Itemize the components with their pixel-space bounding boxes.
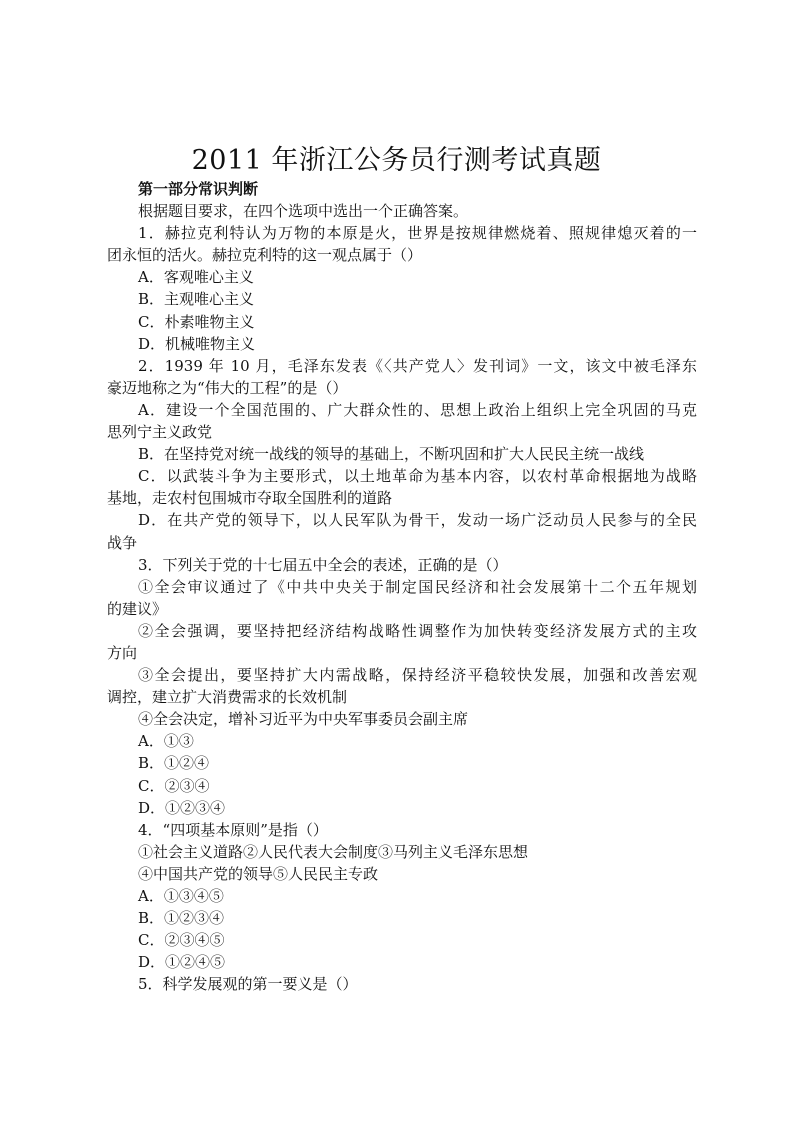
question-3-text: 3．下列关于党的十七届五中全会的表述，正确的是（） bbox=[138, 555, 508, 574]
section-heading: 第一部分常识判断 bbox=[138, 180, 259, 198]
q4-statements-2: ④中国共产党的领导⑤人民民主专政 bbox=[138, 864, 379, 883]
question-5-text: 5．科学发展观的第一要义是（） bbox=[138, 975, 358, 994]
q2-option-b: B．在坚持党对统一战线的领导的基础上，不断巩固和扩大人民民主统一战线 bbox=[138, 445, 645, 464]
q1-option-a: A．客观唯心主义 bbox=[138, 268, 254, 287]
q4-option-b: B．①②③④ bbox=[138, 909, 225, 928]
document-body bbox=[107, 178, 697, 995]
q4-option-a: A．①③④⑤ bbox=[138, 887, 224, 905]
q3-statement-2-cont: 方向 bbox=[107, 643, 138, 662]
question-1-text: 1．赫拉克利特认为万物的本原是火，世界是按规律燃烧着、照规律熄灭着的一 bbox=[138, 224, 697, 243]
question-2-text: 2．1939 年 10 月，毛泽东发表《〈共产党人〉发刊词》一文，该文中被毛泽东 bbox=[138, 356, 697, 375]
question-4-text: 4．“四项基本原则”是指（） bbox=[138, 820, 328, 839]
q2-option-a-cont: 思列宁主义政党 bbox=[107, 423, 213, 442]
q1-option-b: B．主观唯心主义 bbox=[138, 290, 255, 309]
q3-option-a: A．①③ bbox=[138, 732, 194, 751]
q3-option-c: C．②③④ bbox=[138, 776, 210, 795]
q2-option-c-cont: 基地，走农村包围城市夺取全国胜利的道路 bbox=[107, 489, 393, 508]
q4-statements-1: ①社会主义道路②人民代表大会制度③马列主义毛泽东思想 bbox=[138, 842, 529, 861]
q3-statement-4: ④全会决定，增补习近平为中央军事委员会副主席 bbox=[138, 710, 469, 729]
question-1-text-cont: 团永恒的活火。赫拉克利特的这一观点属于（） bbox=[107, 246, 423, 265]
q2-option-a: A．建设一个全国范围的、广大群众性的、思想上政治上组织上完全巩固的马克 bbox=[138, 400, 697, 419]
q3-statement-1-cont: 的建议》 bbox=[107, 599, 168, 618]
q3-option-b: B．①②④ bbox=[138, 754, 210, 773]
q1-option-c: C．朴素唯物主义 bbox=[138, 312, 255, 331]
document-title: 2011 年浙江公务员行测考试真题 bbox=[191, 145, 602, 176]
q3-statement-1: ①全会审议通过了《中共中央关于制定国民经济和社会发展第十二个五年规划 bbox=[138, 577, 697, 596]
q2-option-d-cont: 战争 bbox=[107, 533, 138, 552]
q4-option-c: C．②③④⑤ bbox=[138, 931, 225, 950]
q3-option-d: D．①②③④ bbox=[138, 798, 226, 817]
q3-statement-2: ②全会强调，要坚持把经济结构战略性调整作为加快转变经济发展方式的主攻 bbox=[138, 621, 697, 640]
question-2-text-cont: 豪迈地称之为“伟大的工程”的是（） bbox=[107, 378, 348, 397]
q3-statement-3-cont: 调控，建立扩大消费需求的长效机制 bbox=[107, 688, 348, 707]
q4-option-d: D．①②④⑤ bbox=[138, 953, 226, 972]
q3-statement-3: ③全会提出，要坚持扩大内需战略，保持经济平稳较快发展，加强和改善宏观 bbox=[138, 666, 697, 685]
q2-option-c: C．以武装斗争为主要形式，以土地革命为基本内容，以农村革命根据地为战略 bbox=[138, 467, 697, 486]
q2-option-d: D．在共产党的领导下，以人民军队为骨干，发动一场广泛动员人民参与的全民 bbox=[138, 511, 697, 530]
instructions: 根据题目要求，在四个选项中选出一个正确答案。 bbox=[138, 202, 469, 221]
q1-option-d: D．机械唯物主义 bbox=[138, 334, 256, 353]
